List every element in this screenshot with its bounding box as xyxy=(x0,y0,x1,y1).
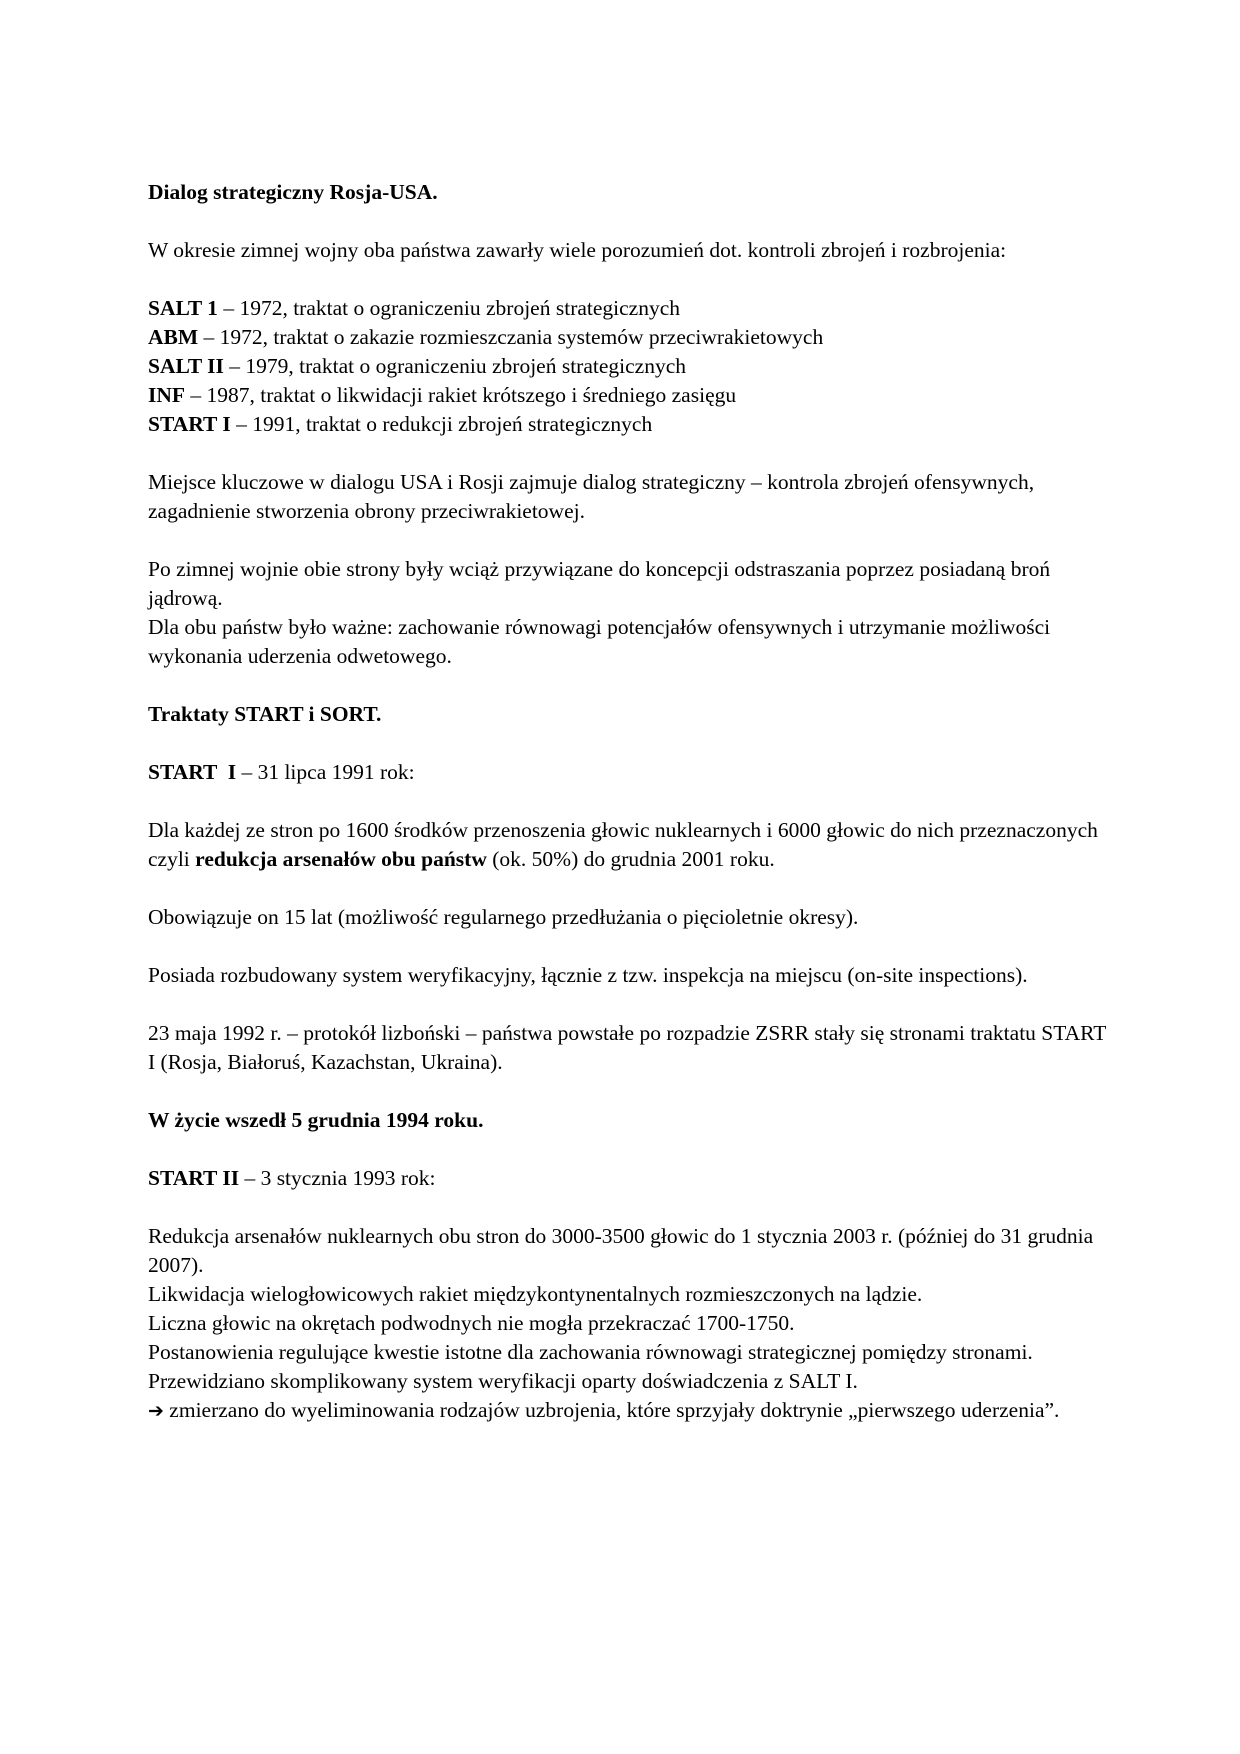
arrow-right-icon: ➔ xyxy=(148,1400,164,1422)
intro-paragraph xyxy=(148,236,1108,265)
key-paragraph xyxy=(148,468,1108,526)
start1-limits-paragraph xyxy=(148,816,1108,874)
start2-name: START II xyxy=(148,1166,240,1190)
key-text: Miejsce kluczowe w dialogu USA i Rosji zajmuje dialog strategiczny – kontrola zbrojeń ofensywnych, zagadnienie stworzenia obrony przeciwrakietowej. xyxy=(148,470,1035,523)
start1-limits-bold: redukcja arsenałów obu państw xyxy=(195,847,487,871)
section-heading-text: Traktaty START i SORT. xyxy=(148,702,382,726)
start2-line: Liczna głowic na okrętach podwodnych nie mogła przekraczać 1700-1750. xyxy=(148,1311,795,1335)
treaty-desc: – 1972, traktat o ograniczeniu zbrojeń strategicznych xyxy=(217,296,681,320)
treaty-list xyxy=(148,294,1108,439)
treaty-item xyxy=(148,294,1108,323)
post-cold-war-paragraph: Po zimnej wojnie obie strony były wciąż przywiązane do koncepcji odstraszania poprzez posiadaną broń jądrową. xyxy=(148,557,1051,610)
treaty-name: SALT 1 xyxy=(148,296,218,320)
start2-block xyxy=(148,1222,1108,1426)
start1-heading xyxy=(148,758,1108,787)
start2-line: Przewidziano skomplikowany system weryfikacji oparty doświadczenia z SALT I. xyxy=(148,1369,858,1393)
lisbon-protocol-paragraph xyxy=(148,1019,1108,1077)
intro-text: W okresie zimnej wojny oba państwa zawarły wiele porozumień dot. kontroli zbrojeń i rozbrojenia: xyxy=(148,238,1007,262)
treaty-item xyxy=(148,410,1108,439)
start1-limits-tail: (ok. 50%) do grudnia 2001 roku. xyxy=(486,847,775,871)
document-page xyxy=(148,178,1108,1426)
start2-line: Postanowienia regulujące kwestie istotne dla zachowania równowagi strategicznej pomiędzy stronami. xyxy=(148,1340,1033,1364)
treaty-name: START I xyxy=(148,412,231,436)
entry-into-force xyxy=(148,1106,1108,1135)
start2-arrow-text: zmierzano do wyeliminowania rodzajów uzbrojenia, które sprzyjały doktrynie „pierwszego uderzenia”. xyxy=(163,1398,1060,1422)
balance-paragraph: Dla obu państw było ważne: zachowanie równowagi potencjałów ofensywnych i utrzymanie możliwości wykonania uderzenia odwetowego. xyxy=(148,615,1051,668)
start1-date: – 31 lipca 1991 rok: xyxy=(236,760,415,784)
section-heading xyxy=(148,700,1108,729)
start1-name: START I xyxy=(148,760,237,784)
title-text: Dialog strategiczny Rosja-USA. xyxy=(148,180,438,204)
start2-line: Likwidacja wielogłowicowych rakiet międzykontynentalnych rozmieszczonych na lądzie. xyxy=(148,1282,923,1306)
start2-line: Redukcja arsenałów nuklearnych obu stron do 3000-3500 głowic do 1 stycznia 2003 r. (później do 31 grudnia 2007). xyxy=(148,1224,1094,1277)
start1-duration-paragraph xyxy=(148,903,1108,932)
treaty-item xyxy=(148,352,1108,381)
treaty-desc: – 1979, traktat o ograniczeniu zbrojeń strategicznych xyxy=(223,354,686,378)
start1-duration-text: Obowiązuje on 15 lat (możliwość regularnego przedłużania o pięcioletnie okresy). xyxy=(148,905,859,929)
start1-verification-paragraph xyxy=(148,961,1108,990)
start2-arrow-line xyxy=(148,1396,1108,1426)
treaty-name: SALT II xyxy=(148,354,224,378)
treaty-name: ABM xyxy=(148,325,199,349)
start2-date: – 3 stycznia 1993 rok: xyxy=(239,1166,436,1190)
treaty-desc: – 1991, traktat o redukcji zbrojeń strategicznych xyxy=(230,412,653,436)
start1-limits-text: Dla każdej ze stron po 1600 środków przenoszenia głowic nuklearnych i 6000 głowic do nich przeznaczonych czyli xyxy=(148,818,1098,871)
treaty-desc: – 1987, traktat o likwidacji rakiet krótszego i średniego zasięgu xyxy=(185,383,737,407)
treaty-desc: – 1972, traktat o zakazie rozmieszczania systemów przeciwrakietowych xyxy=(198,325,824,349)
post-cold-war-block xyxy=(148,555,1108,671)
lisbon-protocol-text: 23 maja 1992 r. – protokół lizboński – państwa powstałe po rozpadzie ZSRR stały się stronami traktatu START I (Rosja, Białoruś, Kazachstan, Ukraina). xyxy=(148,1021,1106,1074)
start2-heading xyxy=(148,1164,1108,1193)
start1-verification-text: Posiada rozbudowany system weryfikacyjny, łącznie z tzw. inspekcja na miejscu (on-site inspections). xyxy=(148,963,1028,987)
treaty-item xyxy=(148,381,1108,410)
entry-into-force-text: W życie wszedł 5 grudnia 1994 roku. xyxy=(148,1108,484,1132)
document-title xyxy=(148,178,1108,207)
treaty-item xyxy=(148,323,1108,352)
treaty-name: INF xyxy=(148,383,186,407)
